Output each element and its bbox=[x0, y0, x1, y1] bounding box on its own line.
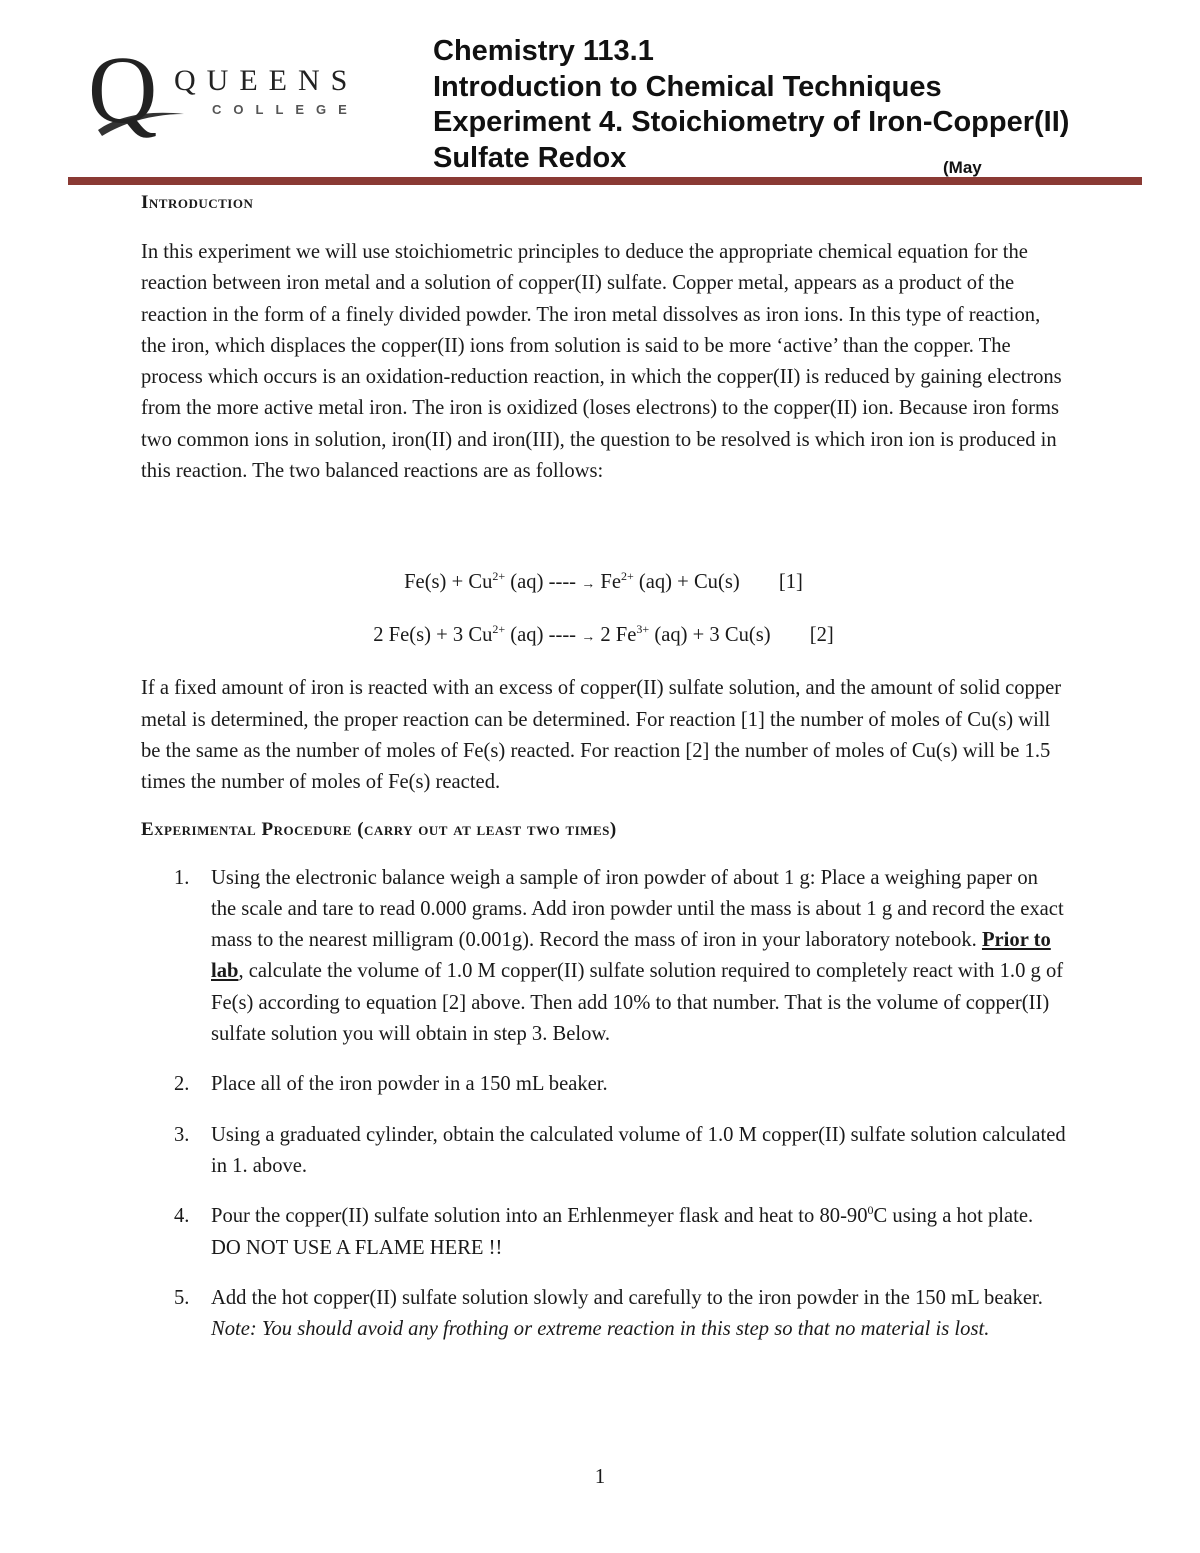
reaction-explanation-paragraph: If a fixed amount of iron is reacted with an excess of copper(II) sulfate solution, and the amount of solid copper metal is determined, the proper reaction can be determined. For reaction [1] the number of moles of Cu(s) will be the same as the number of moles of Fe(s) reacted. For reaction [2] the number of moles of Cu(s) will be 1.5 times the number of moles of Fe(s) reacted. bbox=[141, 677, 1062, 794]
list-item: 5. Add the hot copper(II) sulfate solution slowly and carefully to the iron powder in the 150 mL beaker. Note: You should avoid any frothing or extreme reaction in this step so that no material is lost. bbox=[141, 1283, 1066, 1346]
logo-q-letter: Q bbox=[88, 36, 158, 143]
procedure-heading: Experimental Procedure (carry out at least two times) bbox=[141, 818, 617, 840]
introduction-heading: Introduction bbox=[141, 192, 254, 213]
note-text: Note: You should avoid any frothing or extreme reaction in this step so that no material is lost. bbox=[211, 1318, 990, 1341]
step-number: 5. bbox=[174, 1286, 190, 1309]
equation-number: [1] bbox=[778, 571, 803, 594]
step-number: 3. bbox=[174, 1123, 190, 1146]
list-item: 2. Place all of the iron powder in a 150 mL beaker. bbox=[141, 1069, 1066, 1100]
course-title: Chemistry 113.1 bbox=[433, 35, 654, 67]
queens-college-logo bbox=[88, 36, 378, 143]
step-number: 4. bbox=[174, 1205, 190, 1228]
emphasis-text: Prior to lab bbox=[211, 929, 1051, 983]
logo-college-text: COLLEGE bbox=[212, 102, 359, 117]
experiment-title-cont: Sulfate Redox bbox=[433, 141, 627, 174]
step-number: 2. bbox=[174, 1073, 190, 1096]
equation-number: [2] bbox=[809, 624, 834, 647]
page-number: 1 bbox=[594, 1464, 606, 1488]
list-item: 3. Using a graduated cylinder, obtain the calculated volume of 1.0 M copper(II) sulfate solution calculated in 1. above. bbox=[141, 1120, 1066, 1183]
course-subtitle: Introduction to Chemical Techniques bbox=[433, 70, 942, 103]
step-number: 1. bbox=[174, 866, 190, 889]
procedure-steps bbox=[141, 863, 1066, 1346]
arrow-icon: → bbox=[581, 630, 596, 646]
reaction-equations bbox=[141, 557, 1066, 663]
document-body bbox=[141, 186, 1066, 1364]
header-divider bbox=[68, 177, 1142, 185]
equation-1: $Fe(s) + Cu^{2+}$ (aq) ---- → $Fe^{2+}$ (aq) + Cu(s) [1] bbox=[141, 557, 1066, 610]
date-note: (May bbox=[943, 158, 982, 177]
document-header bbox=[433, 34, 1133, 176]
introduction-paragraph: In this experiment we will use stoichiometric principles to deduce the appropriate chemical equation for the reaction between iron metal and a solution of copper(II) sulfate. Copper metal, appears as a product of the reaction in the form of a finely divided powder. The iron metal dissolves as iron ions. In this type of reaction, the iron, which displaces the copper(II) ions from solution is said to be more ‘active’ than the copper. The process which occurs is an oxidation-reduction reaction, in which the copper(II) is reduced by gaining electrons from the more active metal iron. The iron is oxidized (loses electrons) to the copper(II) ion. Because iron forms two common ions in solution, iron(II) and iron(III), the question to be resolved is which iron ion is produced in this reaction. The two balanced reactions are as follows: bbox=[141, 241, 1062, 483]
equation-2: 2 Fe(s) + 3 $Cu^{2+}$ (aq) ---- → 2 $Fe^{3+}$ (aq) + 3 Cu(s) [2] bbox=[141, 610, 1066, 663]
logo-queens-text: QUEENS bbox=[174, 64, 359, 97]
list-item: 4. Pour the copper(II) sulfate solution into an Erhlenmeyer flask and heat to $80-90^0C$ using a hot plate. DO NOT USE A FLAME HERE !! bbox=[174, 1203, 1034, 1259]
arrow-icon: → bbox=[581, 577, 596, 593]
experiment-title: Experiment 4. Stoichiometry of Iron-Copper(II) bbox=[433, 106, 1070, 138]
list-item: 1. Using the electronic balance weigh a sample of iron powder of about 1 g: Place a weighing paper on the scale and tare to read 0.000 grams. Add iron powder until the mass is about 1 g and record the exact mass to the nearest milligram (0.001g). Record the mass of iron in your laboratory notebook. Prior to lab, calculate the volume of 1.0 M copper(II) sulfate solution required to completely react with 1.0 g of Fe(s) according to equation [2] above. Then add 10% to that number. That is the volume of copper(II) sulfate solution you will obtain in step 3. Below. bbox=[141, 863, 1066, 1051]
